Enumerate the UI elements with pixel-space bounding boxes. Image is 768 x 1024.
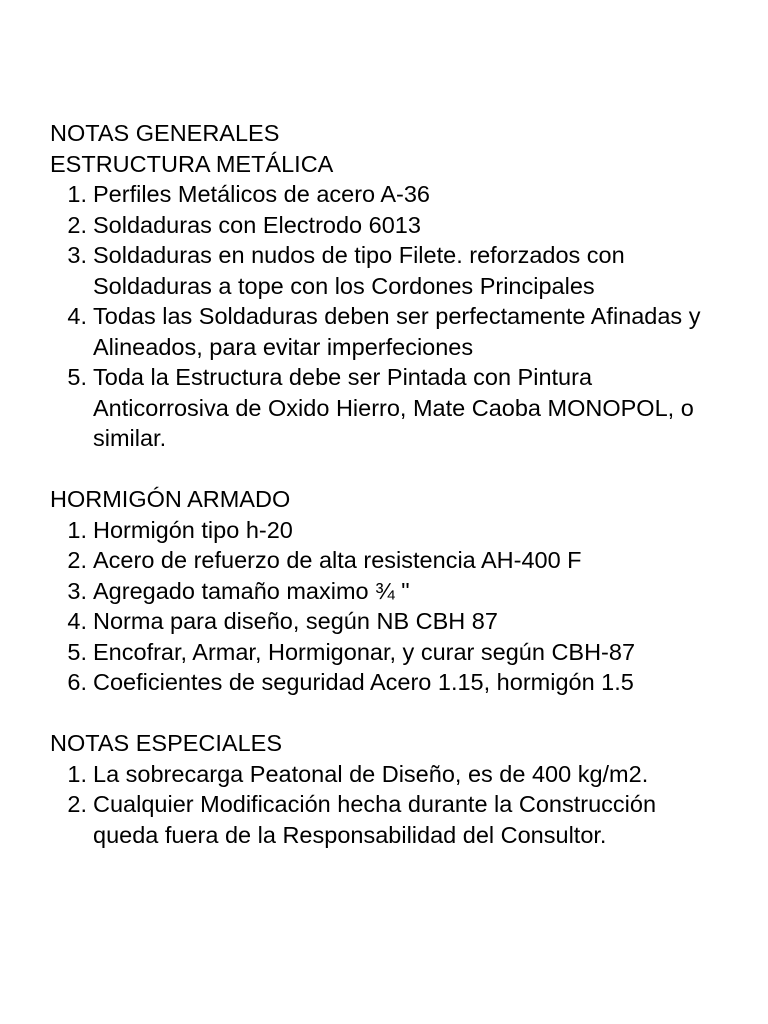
- item-text: Encofrar, Armar, Hormigonar, y curar según CBH-87: [93, 638, 636, 665]
- list-estructura-metalica: [50, 179, 740, 454]
- item-number: 3.: [67, 577, 87, 604]
- item-text: La sobrecarga Peatonal de Diseño, es de 400 kg/m2.: [93, 760, 649, 787]
- document-title: NOTAS GENERALES: [50, 120, 280, 146]
- list-item: [50, 545, 740, 576]
- list-item: [50, 576, 740, 607]
- item-number: 5.: [67, 364, 87, 390]
- list-item: [50, 667, 740, 698]
- list-item: [50, 210, 740, 241]
- item-text: Agregado tamaño maximo ¾ ": [93, 577, 410, 604]
- item-number: 1.: [67, 516, 87, 543]
- item-text: Soldaduras con Electrodo 6013: [93, 211, 421, 238]
- item-number: 3.: [67, 242, 87, 268]
- list-item: [50, 301, 740, 362]
- section-heading-notas-especiales: NOTAS ESPECIALES: [50, 730, 283, 756]
- item-text: Perfiles Metálicos de acero A-36: [93, 181, 430, 207]
- list-item: [50, 362, 740, 454]
- item-number: 4.: [67, 608, 87, 634]
- list-item: [50, 637, 740, 668]
- item-text: Soldaduras en nudos de tipo Filete. reforzados con Soldaduras a tope con los Cordones Principales: [93, 242, 625, 299]
- item-number: 1.: [67, 760, 87, 787]
- item-number: 2.: [67, 791, 87, 817]
- item-number: 1.: [67, 181, 87, 207]
- list-hormigon-armado: [50, 515, 740, 698]
- item-number: 6.: [67, 669, 87, 695]
- item-text: Norma para diseño, según NB CBH 87: [93, 608, 498, 634]
- section-heading-hormigon: HORMIGÓN ARMADO: [50, 486, 291, 512]
- item-text: Coeficientes de seguridad Acero 1.15, hormigón 1.5: [93, 669, 634, 695]
- item-text: Toda la Estructura debe ser Pintada con Pintura Anticorrosiva de Oxido Hierro, Mate Caoba MONOPOL, o similar.: [93, 364, 694, 451]
- list-item: [50, 759, 740, 790]
- item-number: 5.: [67, 638, 87, 665]
- list-item: [50, 606, 740, 637]
- item-text: Hormigón tipo h-20: [93, 516, 293, 543]
- item-text: Acero de refuerzo de alta resistencia AH-400 F: [93, 547, 582, 573]
- list-item: [50, 240, 740, 301]
- section-heading-estructura: ESTRUCTURA METÁLICA: [50, 150, 334, 177]
- list-item: [50, 789, 740, 850]
- list-notas-especiales: [50, 759, 740, 851]
- item-number: 4.: [67, 303, 87, 329]
- list-item: [50, 179, 740, 210]
- item-text: Cualquier Modificación hecha durante la Construcción queda fuera de la Responsabilidad del Consultor.: [93, 791, 657, 848]
- item-number: 2.: [67, 211, 87, 238]
- item-text: Todas las Soldaduras deben ser perfectamente Afinadas y Alineados, para evitar imperfeciones: [93, 303, 701, 360]
- list-item: [50, 515, 740, 546]
- document-page: [50, 118, 740, 850]
- item-number: 2.: [67, 547, 87, 573]
